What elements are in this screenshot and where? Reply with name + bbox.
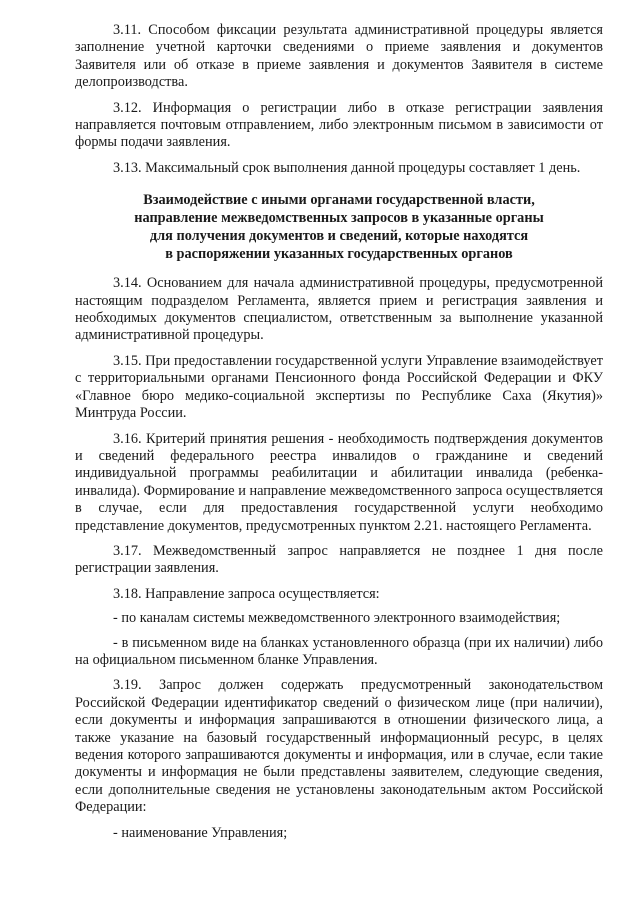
- paragraph-3-14: 3.14. Основанием для начала административной процедуры, предусмотренной настоящим подразделом Регламента, является прием и регистрация заявления и необходимых документов специалистом, ответственным за выполнение указанной административной процедуры.: [75, 275, 603, 344]
- paragraph-3-17: 3.17. Межведомственный запрос направляется не позднее 1 дня после регистрации заявления.: [75, 542, 603, 577]
- paragraph-3-18: 3.18. Направление запроса осуществляется:: [113, 585, 380, 602]
- paragraph-3-15: 3.15. При предоставлении государственной услуги Управление взаимодействует с территориальными органами Пенсионного фонда Российской Федерации и ФКУ «Главное бюро медико-социальной экспертизы по Республике Саха (Якутия)» Минтруда России.: [75, 352, 603, 422]
- list-item-electronic: - по каналам системы межведомственного электронного взаимодействия;: [113, 610, 561, 627]
- paragraph-3-13: 3.13. Максимальный срок выполнения данной процедуры составляет 1 день.: [113, 159, 581, 176]
- paragraph-3-11: 3.11. Способом фиксации результата административной процедуры является заполнение учетной карточки сведениями о приеме заявления и документов Заявителя или об отказе в приеме заявления и документов Заявителя в системе делопроизводства.: [75, 22, 603, 91]
- heading-line: для получения документов и сведений, которые находятся: [149, 228, 529, 245]
- paragraph-3-16: 3.16. Критерий принятия решения - необходимость подтверждения документов и сведений федерального реестра инвалидов о гражданине и сведений индивидуальной программы реабилитации и абилитации инвалида (ребенка-инвалида). Формирование и направление межведомственного запроса осуществляется в случае, если для предоставления государственной услуги необходимо представление документов, предусмотренных пунктом 2.21. настоящего Регламента.: [75, 430, 603, 534]
- section-heading: [75, 191, 603, 263]
- heading-line: направление межведомственных запросов в указанные органы: [134, 210, 544, 227]
- heading-line: Взаимодействие с иными органами государственной власти,: [143, 192, 535, 209]
- paragraph-3-12: 3.12. Информация о регистрации либо в отказе регистрации заявления направляется почтовым отправлением, либо электронным письмом в зависимости от формы подачи заявления.: [75, 99, 603, 151]
- document-page: [75, 22, 603, 850]
- list-item-written: - в письменном виде на бланках установленного образца (при их наличии) либо на официальном письменном бланке Управления.: [75, 634, 603, 668]
- heading-line: в распоряжении указанных государственных органов: [165, 246, 513, 263]
- list-item-department-name: - наименование Управления;: [113, 824, 288, 841]
- paragraph-3-19: 3.19. Запрос должен содержать предусмотренный законодательством Российской Федерации идентификатор сведений о физическом лице (при наличии), если документы и информация запрашиваются в отношении физического лица, а также указание на базовый государственный информационный ресурс, в целях ведения которого запрашиваются документы и информация, или в случае, если такие документы и информация не были представлены заявителем, следующие сведения, если дополнительные сведения не установлены законодательным актом Российской Федерации:: [75, 677, 603, 816]
